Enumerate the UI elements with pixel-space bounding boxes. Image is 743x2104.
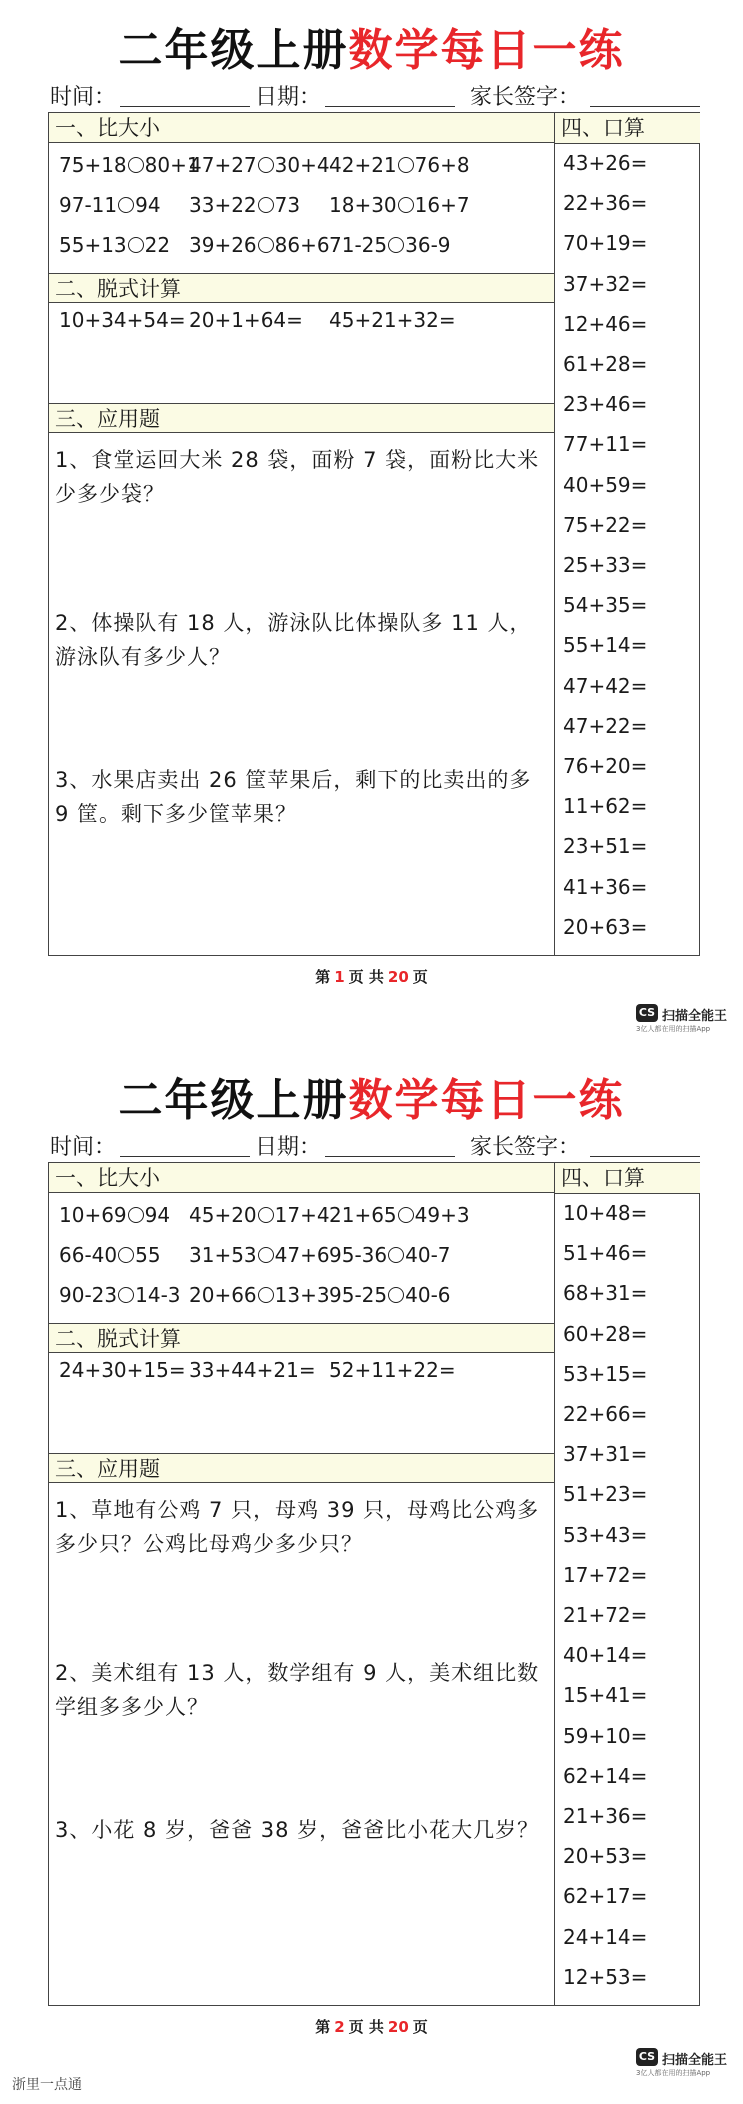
page-number-mid: 页 共	[348, 968, 384, 986]
oral-item: 68+31=	[563, 1281, 648, 1306]
blank-time[interactable]	[120, 1156, 250, 1157]
compare-item	[59, 193, 161, 217]
oral-item: 54+35=	[563, 593, 648, 618]
watermark-text: 浙里一点通	[12, 2077, 82, 2093]
compare-right: 47+6	[274, 1243, 330, 1267]
oral-item: 60+28=	[563, 1321, 648, 1346]
calc-item: 45+21+32=	[329, 308, 456, 332]
compare-left: 20+66	[189, 1283, 257, 1307]
compare-item	[329, 1243, 451, 1267]
word-problem	[55, 763, 550, 831]
compare-item	[329, 1283, 451, 1307]
compare-circle[interactable]	[258, 1247, 274, 1263]
compare-left: 45+20	[189, 1203, 257, 1227]
oral-item: 21+36=	[563, 1804, 648, 1828]
label-date: 日期：	[255, 1135, 322, 1160]
oral-item: 17+72=	[563, 1562, 648, 1587]
word-problem	[55, 1493, 550, 1561]
cs-logo-icon: CS	[636, 2048, 658, 2066]
oral-column	[554, 113, 700, 955]
page-number-total: 20	[387, 2018, 409, 2036]
compare-right: 22	[144, 233, 171, 257]
oral-item: 75+22=	[563, 512, 648, 537]
blank-date[interactable]	[325, 1156, 455, 1157]
compare-right: 14-3	[135, 1283, 181, 1307]
compare-item	[329, 233, 451, 257]
oral-item: 12+46=	[563, 311, 648, 336]
page-number-mid: 页 共	[348, 2018, 384, 2036]
compare-left: 90-23	[59, 1283, 118, 1307]
oral-item: 20+53=	[563, 1844, 648, 1869]
compare-item	[189, 233, 330, 257]
calc-item: 52+11+22=	[329, 1358, 456, 1382]
compare-left: 18+30	[329, 193, 397, 217]
worksheet-table	[48, 112, 700, 956]
oral-item: 21+72=	[563, 1603, 648, 1627]
blank-time[interactable]	[120, 106, 250, 107]
oral-item: 61+28=	[563, 352, 648, 376]
compare-left: 66-40	[59, 1243, 118, 1267]
oral-item: 10+48=	[563, 1201, 648, 1225]
page-number-pre: 第	[315, 2018, 331, 2036]
page-number-num: 2	[334, 2018, 345, 2036]
compare-item	[329, 193, 470, 217]
compare-left: 97-11	[59, 193, 118, 217]
compare-left: 55+13	[59, 233, 127, 257]
oral-item: 43+26=	[563, 151, 648, 175]
blank-date[interactable]	[325, 106, 455, 107]
page-number-total: 20	[387, 968, 409, 986]
cs-logo-icon: CS	[636, 1004, 658, 1022]
page-number-pre: 第	[315, 968, 331, 986]
section-oral-header: 四、口算	[555, 1163, 700, 1194]
blank-parent[interactable]	[590, 1156, 700, 1157]
compare-item	[189, 193, 300, 217]
word-problem	[55, 443, 550, 511]
compare-item	[329, 1203, 470, 1227]
section-oral-header: 四、口算	[555, 113, 700, 144]
title-subject: 数学每日一练	[348, 1075, 625, 1126]
compare-left: 10+69	[59, 1203, 127, 1227]
compare-left: 42+21	[329, 153, 397, 177]
section-calc-header: 二、脱式计算	[49, 1323, 554, 1353]
compare-right: 49+3	[414, 1203, 470, 1227]
compare-left: 47+27	[189, 153, 257, 177]
section-calc-header: 二、脱式计算	[49, 273, 554, 303]
compare-left: 39+26	[189, 233, 257, 257]
oral-item: 62+17=	[563, 1884, 648, 1909]
oral-item: 37+32=	[563, 271, 648, 296]
worksheet-page	[0, 0, 743, 1050]
compare-right: 36-9	[405, 233, 451, 257]
oral-item: 24+14=	[563, 1924, 648, 1949]
word-problem-line: 学组多多少人？	[55, 1695, 209, 1719]
word-problem-line: 1、食堂运回大米 28 袋，面粉 7 袋，面粉比大米	[55, 448, 540, 472]
page-number	[0, 966, 743, 987]
compare-left: 31+53	[189, 1243, 257, 1267]
compare-left: 21+65	[329, 1203, 397, 1227]
compare-circle[interactable]	[128, 157, 144, 173]
label-parent: 家长签字：	[470, 1135, 581, 1160]
label-time: 时间：	[50, 1135, 117, 1160]
compare-circle[interactable]	[388, 237, 404, 253]
compare-circle[interactable]	[398, 197, 414, 213]
compare-item	[189, 1203, 330, 1227]
label-date: 日期：	[255, 85, 322, 110]
word-problem	[55, 606, 550, 674]
compare-item	[59, 1243, 161, 1267]
compare-left: 95-25	[329, 1283, 388, 1307]
compare-left: 75+18	[59, 153, 127, 177]
oral-item: 55+14=	[563, 633, 648, 658]
word-problem-line: 少多少袋？	[55, 482, 165, 506]
compare-right: 76+8	[414, 153, 470, 177]
info-line	[50, 1130, 700, 1162]
compare-right: 30+4	[274, 153, 330, 177]
oral-item: 20+63=	[563, 914, 648, 939]
compare-left: 95-36	[329, 1243, 388, 1267]
label-time: 时间：	[50, 85, 117, 110]
blank-parent[interactable]	[590, 106, 700, 107]
word-problem-line: 2、体操队有 18 人，游泳队比体操队多 11 人，	[55, 611, 532, 635]
compare-item	[59, 233, 170, 257]
oral-item: 53+15=	[563, 1361, 648, 1386]
compare-circle[interactable]	[258, 157, 274, 173]
compare-right: 94	[144, 1203, 171, 1227]
compare-item	[189, 1243, 330, 1267]
compare-right: 80+1	[144, 153, 200, 177]
compare-item	[189, 153, 330, 177]
word-problem-line: 1、草地有公鸡 7 只，母鸡 39 只，母鸡比公鸡多	[55, 1498, 540, 1522]
compare-right: 73	[274, 193, 301, 217]
compare-right: 16+7	[414, 193, 470, 217]
compare-circle[interactable]	[388, 1247, 404, 1263]
compare-item	[189, 1283, 330, 1307]
oral-item: 76+20=	[563, 754, 648, 778]
compare-circle[interactable]	[388, 1287, 404, 1303]
scanner-tagline: 3亿人都在用的扫描App	[636, 2069, 711, 2077]
page-number-post: 页	[412, 2018, 428, 2036]
oral-item: 40+59=	[563, 472, 648, 497]
oral-item: 37+31=	[563, 1442, 648, 1467]
title-grade: 二年级上册	[118, 1075, 349, 1126]
scanner-name: 扫描全能王	[662, 2053, 728, 2068]
compare-circle[interactable]	[118, 1247, 134, 1263]
oral-item: 51+46=	[563, 1241, 648, 1266]
oral-item: 47+42=	[563, 673, 648, 698]
compare-right: 86+6	[274, 233, 330, 257]
compare-item	[59, 153, 200, 177]
title-subject: 数学每日一练	[348, 25, 625, 76]
scanner-logo	[636, 1004, 736, 1034]
compare-item	[329, 153, 470, 177]
calc-item: 24+30+15=	[59, 1358, 186, 1382]
compare-circle[interactable]	[118, 1287, 134, 1303]
compare-right: 94	[135, 193, 161, 217]
info-line	[50, 80, 700, 112]
worksheet-page	[0, 1050, 743, 2100]
page-number	[0, 2016, 743, 2037]
compare-circle[interactable]	[258, 1287, 274, 1303]
compare-right: 55	[135, 1243, 161, 1267]
word-problem-line: 3、水果店卖出 26 筐苹果后，剩下的比卖出的多	[55, 768, 532, 792]
word-problem-line: 游泳队有多少人？	[55, 645, 231, 669]
oral-item: 70+19=	[563, 231, 648, 256]
oral-item: 22+36=	[563, 191, 648, 216]
oral-item: 12+53=	[563, 1964, 648, 1989]
compare-circle[interactable]	[258, 237, 274, 253]
compare-right: 40-6	[405, 1283, 451, 1307]
compare-circle[interactable]	[128, 1207, 144, 1223]
oral-column	[554, 1163, 700, 2005]
oral-item: 77+11=	[563, 432, 648, 457]
oral-item: 62+14=	[563, 1763, 648, 1788]
word-problem	[55, 1813, 550, 1847]
worksheet-table	[48, 1162, 700, 2006]
page-title	[0, 1064, 743, 1128]
compare-circle[interactable]	[118, 197, 134, 213]
compare-left: 33+22	[189, 193, 257, 217]
section-problems-header: 三、应用题	[49, 403, 554, 433]
word-problem-line: 2、美术组有 13 人，数学组有 9 人，美术组比数	[55, 1661, 540, 1685]
section-compare-header: 一、比大小	[49, 113, 554, 143]
oral-item: 47+22=	[563, 713, 648, 738]
page-number-post: 页	[412, 968, 428, 986]
compare-circle[interactable]	[398, 1207, 414, 1223]
scanner-name: 扫描全能王	[662, 1009, 728, 1024]
compare-right: 17+4	[274, 1203, 330, 1227]
compare-circle[interactable]	[258, 1207, 274, 1223]
compare-item	[59, 1283, 181, 1307]
oral-item: 22+66=	[563, 1402, 648, 1426]
compare-circle[interactable]	[258, 197, 274, 213]
calc-item: 20+1+64=	[189, 308, 303, 332]
compare-circle[interactable]	[128, 237, 144, 253]
oral-item: 15+41=	[563, 1683, 648, 1708]
oral-item: 25+33=	[563, 553, 648, 577]
word-problem-line: 3、小花 8 岁，爸爸 38 岁，爸爸比小花大几岁？	[55, 1818, 540, 1842]
oral-item: 23+51=	[563, 834, 648, 859]
calc-item: 10+34+54=	[59, 308, 186, 332]
compare-item	[59, 1203, 170, 1227]
oral-item: 53+43=	[563, 1522, 648, 1547]
compare-right: 13+3	[274, 1283, 330, 1307]
scanner-tagline: 3亿人都在用的扫描App	[636, 1025, 711, 1033]
oral-item: 51+23=	[563, 1482, 648, 1507]
oral-item: 11+62=	[563, 794, 648, 819]
word-problem-line: 9 筐。剩下多少筐苹果？	[55, 802, 298, 826]
page-title	[0, 14, 743, 78]
word-problem	[55, 1656, 550, 1724]
word-problem-line: 多少只？公鸡比母鸡少多少只？	[55, 1532, 363, 1556]
scanner-logo	[636, 2048, 736, 2078]
section-problems-header: 三、应用题	[49, 1453, 554, 1483]
page-number-num: 1	[334, 968, 345, 986]
oral-item: 23+46=	[563, 392, 648, 417]
compare-left: 71-25	[329, 233, 388, 257]
title-grade: 二年级上册	[118, 25, 349, 76]
section-compare-header: 一、比大小	[49, 1163, 554, 1193]
compare-circle[interactable]	[398, 157, 414, 173]
calc-item: 33+44+21=	[189, 1358, 316, 1382]
oral-item: 41+36=	[563, 874, 648, 899]
label-parent: 家长签字：	[470, 85, 581, 110]
oral-item: 40+14=	[563, 1643, 648, 1668]
oral-item: 59+10=	[563, 1723, 648, 1748]
compare-right: 40-7	[405, 1243, 451, 1267]
